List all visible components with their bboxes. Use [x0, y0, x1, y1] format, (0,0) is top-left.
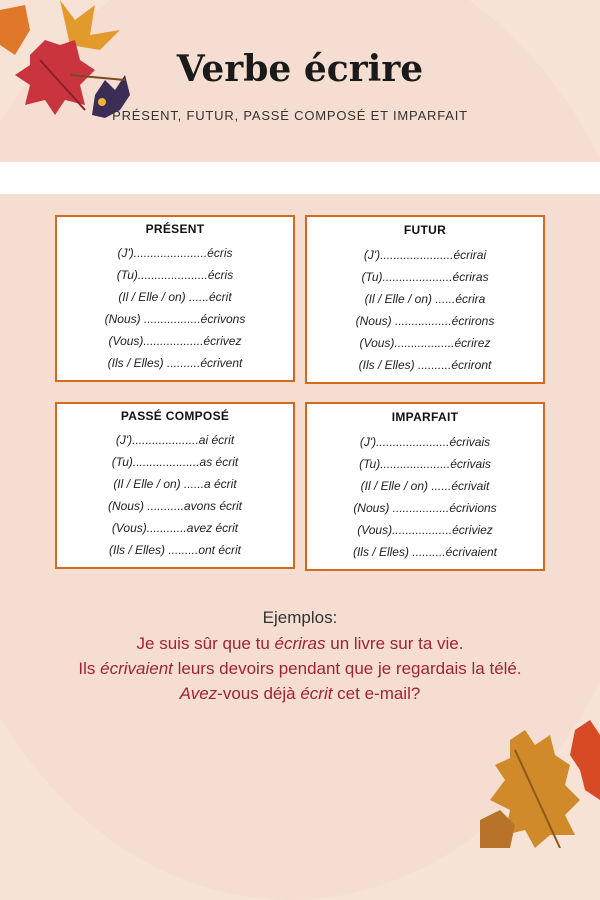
conjugation-row: (Vous)............avez écrit [111, 521, 239, 535]
conjugation-row: (Nous) ...........avons écrit [107, 499, 243, 513]
conjugation-row: (Tu)....................as écrit [111, 455, 239, 469]
conjugation-row: (Tu).....................écrivais [359, 457, 491, 471]
example-verb: Avez [179, 684, 218, 703]
conjugation-row: (Nous) .................écrivons [104, 312, 246, 326]
conjugation-row: (Ils / Elles) ..........écrivaient [352, 545, 498, 559]
conjugation-row: (Ils / Elles) ..........écrivent [107, 356, 243, 370]
conjugation-row: (Ils / Elles) ..........écriront [358, 358, 492, 372]
example-text: leurs devoirs pendant que je regardais la télé. [172, 659, 522, 678]
conjugation-row: (Il / Elle / on) ......écrira [364, 292, 486, 306]
conjugation-row: (Il / Elle / on) ......écrivait [360, 479, 490, 493]
example-sentence [0, 631, 600, 656]
conjugation-row: (Il / Elle / on) ......a écrit [113, 477, 237, 491]
conjugation-row: (Il / Elle / on) ......écrit [118, 290, 232, 304]
page-subtitle: PRÉSENT, FUTUR, PASSÉ COMPOSÉ ET IMPARFAIT [112, 108, 468, 123]
conjugation-row: (Vous)..................écrivez [108, 334, 242, 348]
conjugation-row: (J')......................écrirai [363, 248, 487, 262]
example-text: Je suis sûr que tu [136, 634, 275, 653]
example-verb: écrivaient [100, 659, 173, 678]
conjugation-row: (Ils / Elles) .........ont écrit [108, 543, 242, 557]
page-title: Verbe écrire [176, 48, 424, 90]
conjugation-row: (Tu).....................écris [116, 268, 234, 282]
autumn-leaves-bottom-right-icon [480, 710, 600, 848]
example-text: un livre sur ta vie. [325, 634, 464, 653]
table-heading: IMPARFAIT [391, 410, 459, 424]
table-heading: PASSÉ COMPOSÉ [120, 409, 230, 423]
conjugation-table-present [55, 215, 295, 382]
example-text: cet e-mail? [332, 684, 421, 703]
white-band [0, 162, 600, 194]
example-verb: écriras [274, 634, 326, 653]
conjugation-row: (Nous) .................écrirons [355, 314, 495, 328]
table-heading: FUTUR [403, 223, 447, 237]
conjugation-row: (Tu).....................écriras [361, 270, 489, 284]
conjugation-row: (Vous)..................écrirez [359, 336, 491, 350]
conjugation-table-passe-compose [55, 402, 295, 569]
example-text: -vous déjà [217, 684, 301, 703]
conjugation-row: (Nous) .................écrivions [353, 501, 497, 515]
example-text: Ils [78, 659, 101, 678]
conjugation-row: (Vous)..................écriviez [357, 523, 493, 537]
conjugation-table-futur [305, 215, 545, 384]
conjugation-row: (J')......................écris [117, 246, 233, 260]
conjugation-table-imparfait [305, 402, 545, 571]
table-heading: PRÉSENT [145, 222, 205, 236]
example-verb: écrit [300, 684, 333, 703]
examples-section [0, 605, 600, 706]
conjugation-row: (J')......................écrivais [359, 435, 491, 449]
conjugation-row: (J')....................ai écrit [115, 433, 235, 447]
examples-title: Ejemplos: [262, 608, 338, 627]
example-sentence [0, 656, 600, 681]
example-sentence [0, 681, 600, 706]
